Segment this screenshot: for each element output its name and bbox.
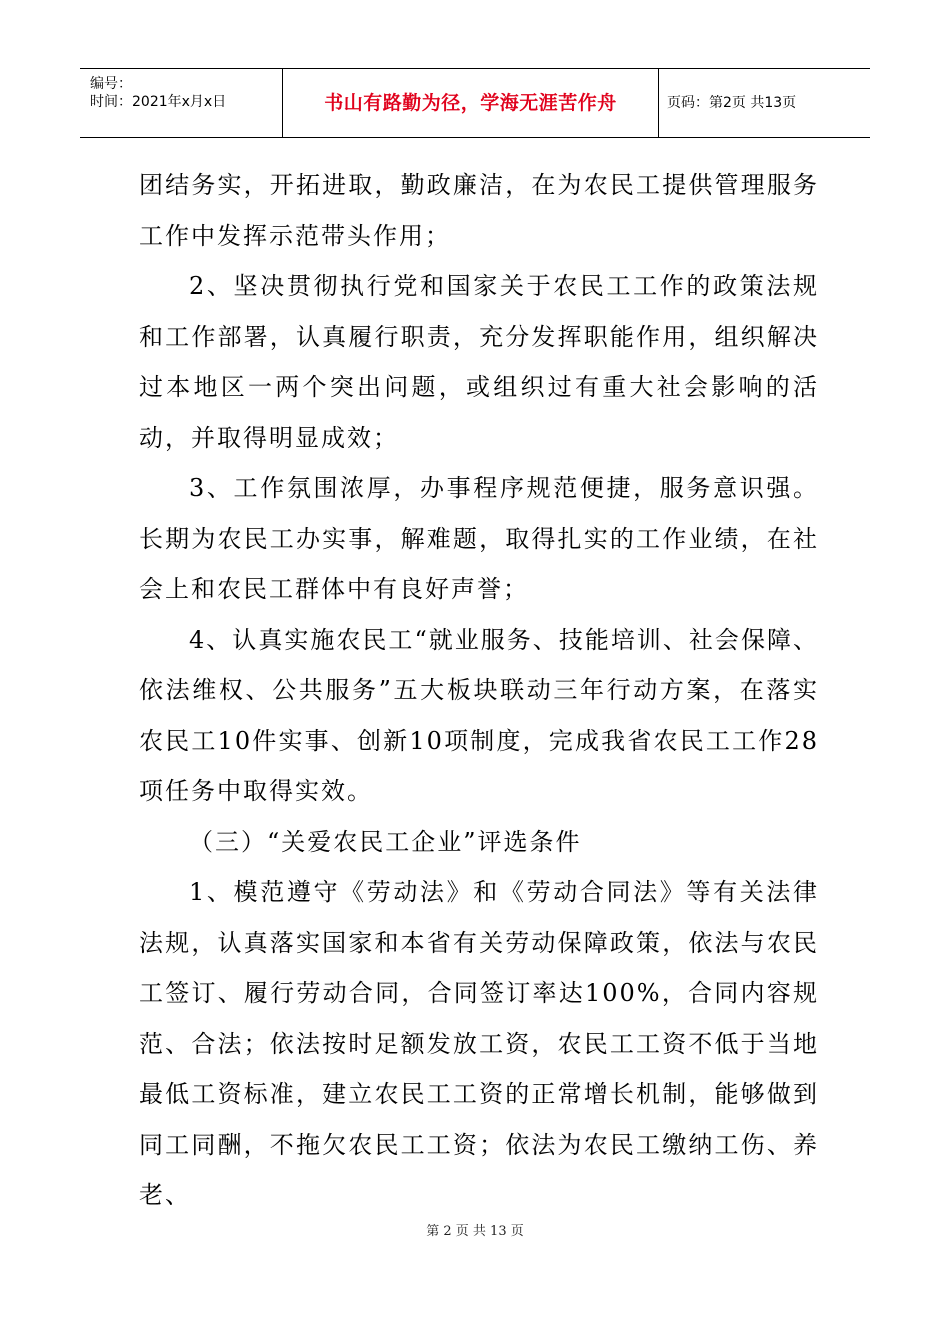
- document-time-label: 时间：2021年x月x日: [90, 94, 227, 110]
- paragraph-continuation: 团结务实，开拓进取，勤政廉洁，在为农民工提供管理服务工作中发挥示范带头作用；: [139, 171, 819, 250]
- paragraph-item-2: 2、坚决贯彻执行党和国家关于农民工工作的政策法规和工作部署，认真履行职责，充分发挥职能作用，组织解决过本地区一两个突出问题，或组织过有重大社会影响的活动，并取得明显成效；: [139, 272, 819, 452]
- paragraph-criteria-1: 1、模范遵守《劳动法》和《劳动合同法》等有关法律法规，认真落实国家和本省有关劳动保障政策，依法与农民工签订、履行劳动合同，合同签订率达100%，合同内容规范、合法；依法按时足额发放工资，农民工工资不低于当地最低工资标准，建立农民工工资的正常增长机制，能够做到同工同酬，不拖欠农民工工资；依法为农民工缴纳工伤、养老、: [139, 878, 819, 1209]
- header-page-info: 页码：第2页 共13页: [667, 95, 797, 111]
- paragraph-item-4: 4、认真实施农民工“就业服务、技能培训、社会保障、依法维权、公共服务”五大板块联动三年行动方案，在落实农民工10件实事、创新10项制度，完成我省农民工工作28项任务中取得实效。: [139, 625, 819, 805]
- paragraph-item-3: 3、工作氛围浓厚，办事程序规范便捷，服务意识强。长期为农民工办实事，解难题，取得扎实的工作业绩，在社会上和农民工群体中有良好声誉；: [139, 474, 819, 603]
- document-number-label: 编号：: [90, 76, 132, 92]
- header-motto: 书山有路勤为径，学海无涯苦作舟: [283, 69, 659, 137]
- page-footer: 第 2 页 共 13 页: [426, 1224, 524, 1239]
- page-header: [80, 68, 870, 138]
- section-heading: （三）“关爱农民工企业”评选条件: [189, 827, 582, 856]
- document-body: [139, 160, 819, 1221]
- header-meta-cell: [80, 69, 283, 137]
